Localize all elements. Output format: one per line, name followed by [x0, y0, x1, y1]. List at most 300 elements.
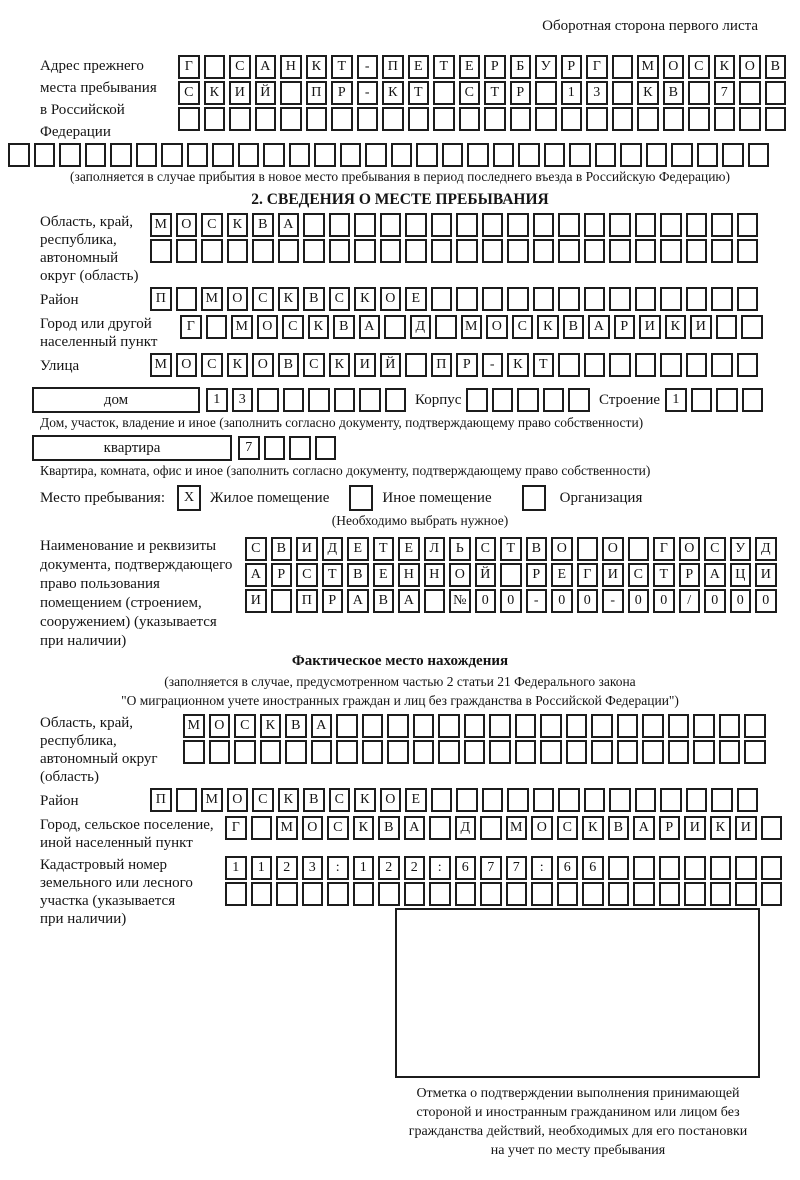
char-cell[interactable] — [431, 788, 453, 812]
checkbox-organization[interactable] — [522, 485, 546, 511]
char-cell[interactable] — [387, 714, 409, 738]
char-cell[interactable] — [609, 239, 631, 263]
char-cell[interactable] — [635, 213, 657, 237]
char-cell[interactable]: М — [150, 213, 172, 237]
char-cell[interactable] — [507, 788, 529, 812]
char-cell[interactable] — [34, 143, 56, 167]
char-cell[interactable]: К — [710, 816, 732, 840]
char-cell[interactable] — [176, 788, 198, 812]
char-cell[interactable]: О — [679, 537, 701, 561]
char-cell[interactable]: 0 — [730, 589, 752, 613]
char-cell[interactable]: К — [507, 353, 529, 377]
char-cell[interactable] — [331, 107, 353, 131]
char-cell[interactable] — [595, 143, 617, 167]
char-cell[interactable] — [716, 315, 738, 339]
char-cell[interactable] — [668, 740, 690, 764]
char-cell[interactable]: К — [278, 788, 300, 812]
char-cell[interactable] — [517, 388, 539, 412]
char-cell[interactable] — [484, 107, 506, 131]
char-cell[interactable] — [467, 143, 489, 167]
char-cell[interactable] — [8, 143, 30, 167]
char-cell[interactable]: А — [704, 563, 726, 587]
char-cell[interactable] — [176, 239, 198, 263]
char-cell[interactable]: К — [582, 816, 604, 840]
char-cell[interactable] — [413, 740, 435, 764]
char-cell[interactable]: Н — [424, 563, 446, 587]
char-cell[interactable] — [229, 107, 251, 131]
char-cell[interactable]: И — [296, 537, 318, 561]
char-cell[interactable]: Р — [679, 563, 701, 587]
char-cell[interactable]: С — [245, 537, 267, 561]
char-cell[interactable] — [684, 856, 706, 880]
char-cell[interactable]: И — [602, 563, 624, 587]
char-cell[interactable]: Е — [405, 788, 427, 812]
char-cell[interactable]: К — [665, 315, 687, 339]
char-cell[interactable] — [225, 882, 247, 906]
char-cell[interactable] — [303, 239, 325, 263]
char-cell[interactable]: М — [183, 714, 205, 738]
char-cell[interactable]: Е — [551, 563, 573, 587]
char-cell[interactable]: В — [373, 589, 395, 613]
char-cell[interactable] — [568, 388, 590, 412]
char-cell[interactable] — [642, 714, 664, 738]
char-cell[interactable] — [413, 714, 435, 738]
char-cell[interactable]: Р — [659, 816, 681, 840]
char-cell[interactable] — [405, 213, 427, 237]
char-cell[interactable] — [612, 81, 634, 105]
char-cell[interactable]: Й — [475, 563, 497, 587]
char-cell[interactable]: Е — [398, 537, 420, 561]
char-cell[interactable]: Е — [459, 55, 481, 79]
char-cell[interactable]: Р — [484, 55, 506, 79]
char-cell[interactable]: 3 — [302, 856, 324, 880]
char-cell[interactable]: С — [229, 55, 251, 79]
char-cell[interactable]: 1 — [561, 81, 583, 105]
char-cell[interactable] — [455, 882, 477, 906]
char-cell[interactable] — [187, 143, 209, 167]
char-cell[interactable]: О — [176, 213, 198, 237]
char-cell[interactable] — [735, 856, 757, 880]
char-cell[interactable]: К — [278, 287, 300, 311]
char-cell[interactable]: 1 — [206, 388, 228, 412]
char-cell[interactable] — [354, 213, 376, 237]
char-cell[interactable] — [442, 143, 464, 167]
char-cell[interactable] — [234, 740, 256, 764]
char-cell[interactable]: В — [526, 537, 548, 561]
char-cell[interactable] — [302, 882, 324, 906]
char-cell[interactable]: О — [257, 315, 279, 339]
char-cell[interactable]: А — [347, 589, 369, 613]
char-cell[interactable] — [385, 388, 407, 412]
char-cell[interactable] — [584, 213, 606, 237]
char-cell[interactable] — [711, 287, 733, 311]
char-cell[interactable]: Т — [433, 55, 455, 79]
char-cell[interactable]: № — [449, 589, 471, 613]
char-cell[interactable]: В — [285, 714, 307, 738]
char-cell[interactable]: О — [449, 563, 471, 587]
char-cell[interactable] — [178, 107, 200, 131]
char-cell[interactable] — [384, 315, 406, 339]
char-cell[interactable] — [150, 239, 172, 263]
char-cell[interactable] — [586, 107, 608, 131]
char-cell[interactable]: В — [608, 816, 630, 840]
char-cell[interactable]: Р — [526, 563, 548, 587]
char-cell[interactable]: А — [359, 315, 381, 339]
char-cell[interactable] — [456, 213, 478, 237]
checkbox-other-premises[interactable] — [349, 485, 373, 511]
char-cell[interactable] — [737, 287, 759, 311]
char-cell[interactable] — [612, 107, 634, 131]
char-cell[interactable]: Т — [533, 353, 555, 377]
char-cell[interactable] — [686, 353, 708, 377]
char-cell[interactable] — [533, 239, 555, 263]
char-cell[interactable]: С — [201, 213, 223, 237]
char-cell[interactable]: Л — [424, 537, 446, 561]
char-cell[interactable] — [510, 107, 532, 131]
char-cell[interactable] — [480, 882, 502, 906]
char-cell[interactable] — [711, 353, 733, 377]
char-cell[interactable]: С — [282, 315, 304, 339]
char-cell[interactable] — [642, 740, 664, 764]
char-cell[interactable] — [136, 143, 158, 167]
char-cell[interactable] — [405, 353, 427, 377]
char-cell[interactable] — [561, 107, 583, 131]
char-cell[interactable] — [609, 353, 631, 377]
char-cell[interactable] — [489, 714, 511, 738]
char-cell[interactable] — [765, 81, 787, 105]
char-cell[interactable]: И — [354, 353, 376, 377]
char-cell[interactable] — [289, 436, 311, 460]
char-cell[interactable] — [710, 882, 732, 906]
char-cell[interactable] — [212, 143, 234, 167]
char-cell[interactable] — [761, 882, 783, 906]
char-cell[interactable]: Г — [653, 537, 675, 561]
char-cell[interactable] — [558, 213, 580, 237]
char-cell[interactable] — [433, 81, 455, 105]
char-cell[interactable] — [744, 740, 766, 764]
char-cell[interactable]: К — [714, 55, 736, 79]
char-cell[interactable] — [405, 239, 427, 263]
char-cell[interactable]: М — [201, 287, 223, 311]
char-cell[interactable] — [365, 143, 387, 167]
char-cell[interactable] — [334, 388, 356, 412]
char-cell[interactable]: Е — [405, 287, 427, 311]
char-cell[interactable]: О — [531, 816, 553, 840]
char-cell[interactable]: С — [178, 81, 200, 105]
char-cell[interactable]: С — [688, 55, 710, 79]
char-cell[interactable]: С — [459, 81, 481, 105]
char-cell[interactable]: А — [311, 714, 333, 738]
char-cell[interactable] — [558, 287, 580, 311]
char-cell[interactable]: 7 — [238, 436, 260, 460]
char-cell[interactable]: К — [382, 81, 404, 105]
char-cell[interactable]: Т — [373, 537, 395, 561]
checkbox-residential[interactable]: X — [177, 485, 201, 511]
char-cell[interactable] — [558, 788, 580, 812]
char-cell[interactable]: О — [227, 287, 249, 311]
char-cell[interactable] — [646, 143, 668, 167]
char-cell[interactable]: В — [347, 563, 369, 587]
char-cell[interactable]: Р — [614, 315, 636, 339]
char-cell[interactable]: М — [201, 788, 223, 812]
char-cell[interactable] — [251, 816, 273, 840]
char-cell[interactable]: 2 — [378, 856, 400, 880]
char-cell[interactable]: А — [588, 315, 610, 339]
char-cell[interactable]: Б — [510, 55, 532, 79]
char-cell[interactable] — [633, 856, 655, 880]
char-cell[interactable] — [466, 388, 488, 412]
char-cell[interactable] — [359, 388, 381, 412]
char-cell[interactable]: М — [231, 315, 253, 339]
char-cell[interactable]: Ь — [449, 537, 471, 561]
char-cell[interactable] — [280, 107, 302, 131]
char-cell[interactable]: С — [303, 353, 325, 377]
char-cell[interactable] — [686, 239, 708, 263]
char-cell[interactable]: - — [357, 81, 379, 105]
char-cell[interactable]: И — [245, 589, 267, 613]
char-cell[interactable] — [429, 816, 451, 840]
char-cell[interactable]: М — [150, 353, 172, 377]
char-cell[interactable] — [739, 81, 761, 105]
char-cell[interactable]: Д — [455, 816, 477, 840]
char-cell[interactable] — [609, 788, 631, 812]
char-cell[interactable] — [315, 436, 337, 460]
char-cell[interactable] — [387, 740, 409, 764]
char-cell[interactable]: 6 — [557, 856, 579, 880]
char-cell[interactable]: Н — [280, 55, 302, 79]
char-cell[interactable]: И — [735, 816, 757, 840]
char-cell[interactable] — [533, 213, 555, 237]
char-cell[interactable]: Т — [331, 55, 353, 79]
char-cell[interactable]: Р — [510, 81, 532, 105]
char-cell[interactable]: С — [201, 353, 223, 377]
char-cell[interactable] — [507, 213, 529, 237]
char-cell[interactable]: Т — [653, 563, 675, 587]
char-cell[interactable]: Д — [410, 315, 432, 339]
char-cell[interactable]: 0 — [475, 589, 497, 613]
char-cell[interactable]: К — [637, 81, 659, 105]
char-cell[interactable] — [314, 143, 336, 167]
char-cell[interactable] — [482, 788, 504, 812]
char-cell[interactable]: 0 — [551, 589, 573, 613]
char-cell[interactable]: Р — [271, 563, 293, 587]
char-cell[interactable] — [584, 287, 606, 311]
char-cell[interactable]: В — [765, 55, 787, 79]
char-cell[interactable] — [671, 143, 693, 167]
char-cell[interactable] — [737, 213, 759, 237]
char-cell[interactable] — [336, 740, 358, 764]
char-cell[interactable] — [209, 740, 231, 764]
char-cell[interactable]: О — [486, 315, 508, 339]
char-cell[interactable]: С — [327, 816, 349, 840]
char-cell[interactable] — [577, 537, 599, 561]
char-cell[interactable]: К — [308, 315, 330, 339]
char-cell[interactable] — [404, 882, 426, 906]
char-cell[interactable]: О — [227, 788, 249, 812]
char-cell[interactable]: Н — [398, 563, 420, 587]
char-cell[interactable] — [285, 740, 307, 764]
char-cell[interactable] — [761, 856, 783, 880]
char-cell[interactable]: А — [245, 563, 267, 587]
char-cell[interactable] — [742, 388, 764, 412]
char-cell[interactable]: С — [512, 315, 534, 339]
char-cell[interactable] — [566, 714, 588, 738]
char-cell[interactable]: К — [353, 816, 375, 840]
char-cell[interactable]: А — [404, 816, 426, 840]
char-cell[interactable]: 3 — [232, 388, 254, 412]
char-cell[interactable] — [659, 856, 681, 880]
char-cell[interactable]: А — [633, 816, 655, 840]
char-cell[interactable]: А — [278, 213, 300, 237]
char-cell[interactable]: П — [382, 55, 404, 79]
char-cell[interactable] — [329, 213, 351, 237]
char-cell[interactable] — [515, 740, 537, 764]
char-cell[interactable]: С — [704, 537, 726, 561]
char-cell[interactable]: - — [526, 589, 548, 613]
char-cell[interactable] — [544, 143, 566, 167]
char-cell[interactable]: - — [482, 353, 504, 377]
char-cell[interactable] — [480, 816, 502, 840]
char-cell[interactable] — [110, 143, 132, 167]
char-cell[interactable]: О — [739, 55, 761, 79]
char-cell[interactable] — [424, 589, 446, 613]
char-cell[interactable] — [59, 143, 81, 167]
char-cell[interactable] — [271, 589, 293, 613]
char-cell[interactable] — [716, 388, 738, 412]
char-cell[interactable] — [710, 856, 732, 880]
char-cell[interactable]: П — [150, 287, 172, 311]
char-cell[interactable] — [263, 143, 285, 167]
char-cell[interactable] — [459, 107, 481, 131]
char-cell[interactable] — [456, 239, 478, 263]
char-cell[interactable]: Е — [347, 537, 369, 561]
char-cell[interactable]: К — [354, 788, 376, 812]
char-cell[interactable]: А — [398, 589, 420, 613]
char-cell[interactable]: У — [535, 55, 557, 79]
char-cell[interactable]: С — [557, 816, 579, 840]
char-cell[interactable]: К — [537, 315, 559, 339]
char-cell[interactable]: С — [252, 287, 274, 311]
char-cell[interactable] — [584, 788, 606, 812]
char-cell[interactable]: : — [531, 856, 553, 880]
char-cell[interactable]: М — [637, 55, 659, 79]
char-cell[interactable] — [569, 143, 591, 167]
char-cell[interactable]: Г — [586, 55, 608, 79]
char-cell[interactable] — [255, 107, 277, 131]
char-cell[interactable]: К — [204, 81, 226, 105]
char-cell[interactable] — [433, 107, 455, 131]
char-cell[interactable] — [251, 882, 273, 906]
char-cell[interactable] — [327, 882, 349, 906]
char-cell[interactable] — [416, 143, 438, 167]
char-cell[interactable]: М — [461, 315, 483, 339]
char-cell[interactable]: П — [431, 353, 453, 377]
char-cell[interactable] — [737, 353, 759, 377]
char-cell[interactable] — [659, 882, 681, 906]
char-cell[interactable]: В — [663, 81, 685, 105]
char-cell[interactable] — [340, 143, 362, 167]
char-cell[interactable] — [500, 563, 522, 587]
char-cell[interactable] — [688, 107, 710, 131]
char-cell[interactable] — [558, 239, 580, 263]
char-cell[interactable] — [311, 740, 333, 764]
char-cell[interactable] — [206, 315, 228, 339]
char-cell[interactable]: К — [260, 714, 282, 738]
char-cell[interactable]: П — [306, 81, 328, 105]
char-cell[interactable] — [633, 882, 655, 906]
char-cell[interactable] — [438, 740, 460, 764]
char-cell[interactable] — [456, 287, 478, 311]
char-cell[interactable] — [620, 143, 642, 167]
char-cell[interactable]: Й — [255, 81, 277, 105]
char-cell[interactable]: С — [329, 287, 351, 311]
char-cell[interactable]: Р — [331, 81, 353, 105]
char-cell[interactable]: Ц — [730, 563, 752, 587]
char-cell[interactable]: И — [639, 315, 661, 339]
char-cell[interactable] — [464, 714, 486, 738]
char-cell[interactable] — [238, 143, 260, 167]
char-cell[interactable] — [748, 143, 770, 167]
char-cell[interactable]: О — [252, 353, 274, 377]
char-cell[interactable]: Е — [408, 55, 430, 79]
char-cell[interactable]: В — [333, 315, 355, 339]
char-cell[interactable]: Т — [484, 81, 506, 105]
char-cell[interactable] — [362, 714, 384, 738]
char-cell[interactable] — [617, 740, 639, 764]
char-cell[interactable] — [668, 714, 690, 738]
char-cell[interactable] — [289, 143, 311, 167]
char-cell[interactable]: 0 — [653, 589, 675, 613]
char-cell[interactable] — [429, 882, 451, 906]
char-cell[interactable] — [737, 239, 759, 263]
char-cell[interactable] — [518, 143, 540, 167]
char-cell[interactable] — [533, 287, 555, 311]
char-cell[interactable]: В — [278, 353, 300, 377]
char-cell[interactable] — [660, 353, 682, 377]
char-cell[interactable]: 0 — [577, 589, 599, 613]
char-cell[interactable] — [431, 287, 453, 311]
char-cell[interactable] — [711, 239, 733, 263]
char-cell[interactable] — [663, 107, 685, 131]
char-cell[interactable]: 2 — [276, 856, 298, 880]
char-cell[interactable] — [744, 714, 766, 738]
char-cell[interactable] — [660, 788, 682, 812]
char-cell[interactable] — [283, 388, 305, 412]
char-cell[interactable] — [741, 315, 763, 339]
char-cell[interactable] — [507, 239, 529, 263]
char-cell[interactable] — [691, 388, 713, 412]
char-cell[interactable] — [735, 882, 757, 906]
char-cell[interactable] — [260, 740, 282, 764]
char-cell[interactable] — [609, 287, 631, 311]
char-cell[interactable]: : — [327, 856, 349, 880]
char-cell[interactable]: В — [378, 816, 400, 840]
char-cell[interactable]: Т — [500, 537, 522, 561]
char-cell[interactable] — [535, 81, 557, 105]
char-cell[interactable] — [336, 714, 358, 738]
char-cell[interactable] — [660, 213, 682, 237]
char-cell[interactable] — [558, 353, 580, 377]
char-cell[interactable] — [257, 388, 279, 412]
char-cell[interactable] — [489, 740, 511, 764]
char-cell[interactable] — [660, 239, 682, 263]
char-cell[interactable] — [584, 239, 606, 263]
char-cell[interactable] — [431, 213, 453, 237]
char-cell[interactable]: 0 — [500, 589, 522, 613]
char-cell[interactable] — [464, 740, 486, 764]
char-cell[interactable]: Р — [561, 55, 583, 79]
char-cell[interactable] — [357, 107, 379, 131]
